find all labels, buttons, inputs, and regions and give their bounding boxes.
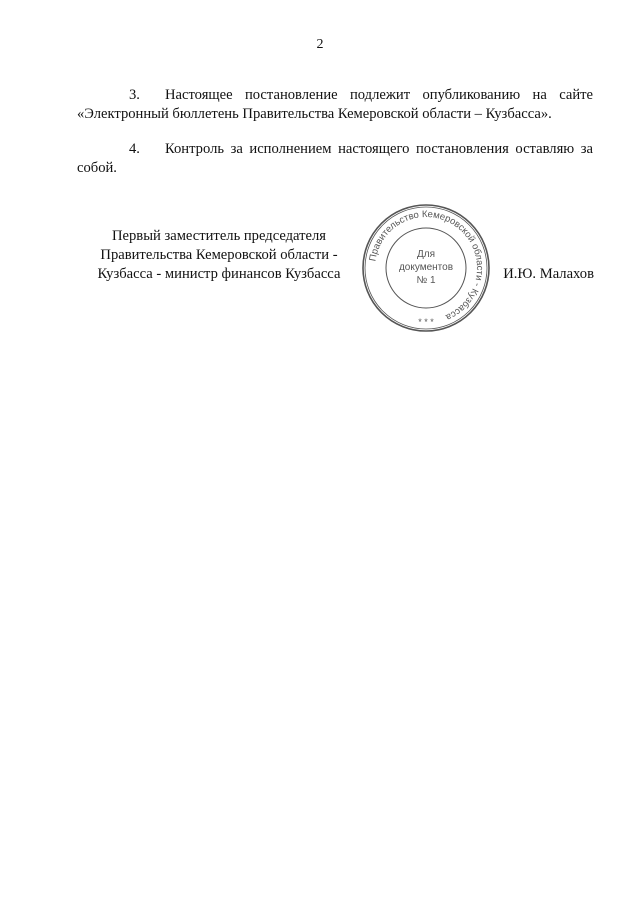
- paragraph-text: Контроль за исполнением настоящего постановления оставляю за собой.: [77, 141, 593, 176]
- paragraph-number: 3.: [129, 87, 140, 103]
- paragraph-number: 4.: [129, 141, 140, 157]
- paragraph-3: [77, 86, 593, 124]
- seal-center-line: документов: [398, 262, 454, 273]
- signer-position: [77, 227, 361, 284]
- seal-center-line: Для: [416, 249, 436, 260]
- seal-stars: * * *: [418, 317, 434, 327]
- signer-position-line: Кузбасса - министр финансов Кузбасса: [97, 266, 341, 282]
- paragraph-text: Настоящее постановление подлежит опубликованию на сайте «Электронный бюллетень Правительства Кемеровской области – Кузбасса».: [77, 87, 593, 122]
- signer-position-line: Правительства Кемеровской области -: [100, 247, 338, 263]
- official-seal: [361, 203, 491, 333]
- paragraph-4: [77, 140, 593, 178]
- signer-position-line: Первый заместитель председателя: [111, 228, 327, 244]
- signer-name: И.Ю. Малахов: [503, 266, 594, 282]
- seal-icon: [361, 203, 491, 333]
- page-number: 2: [316, 37, 324, 52]
- seal-ring-text: Правительство Кемеровской области - Кузбасса: [367, 208, 486, 323]
- seal-center-line: № 1: [416, 275, 436, 286]
